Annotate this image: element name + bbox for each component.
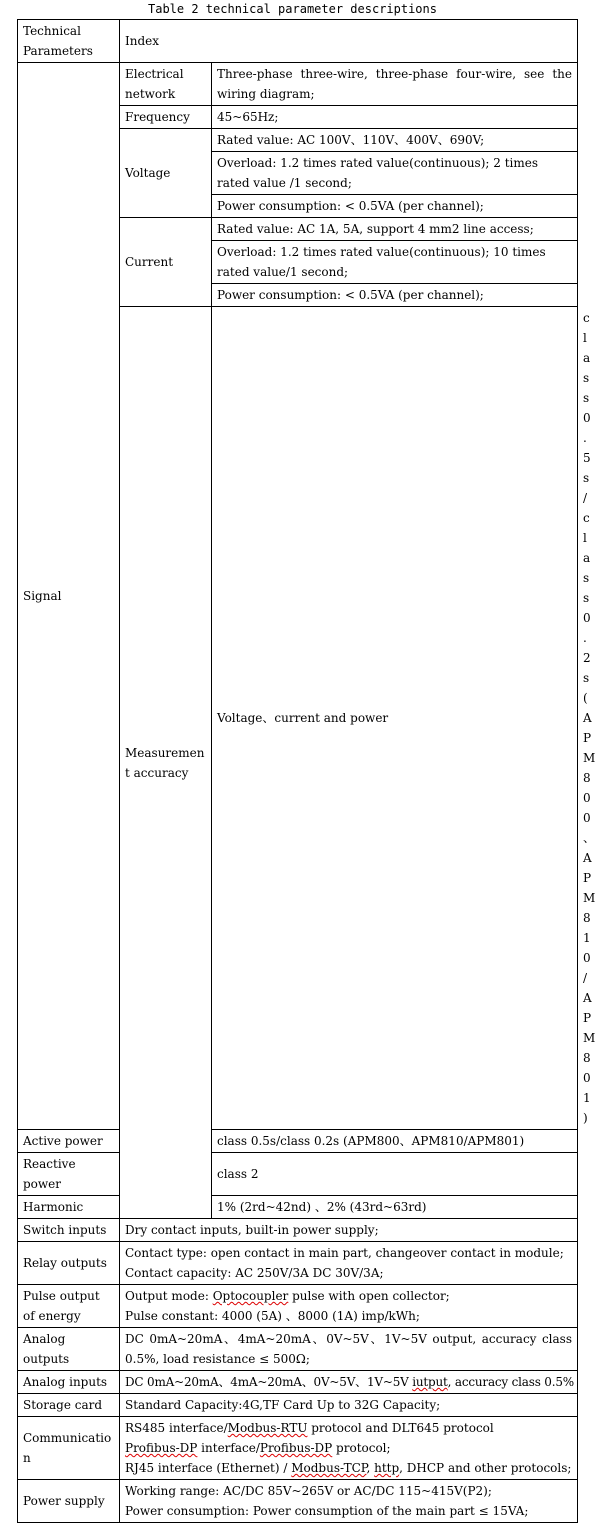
table-row: [18, 1130, 578, 1153]
header-index: Index: [120, 20, 578, 63]
power-consumption: Power consumption: Power consumption of the main part ≤ 15VA;: [125, 1504, 529, 1518]
spellcheck-word: Profibus-DP: [259, 1441, 333, 1455]
value-analog-outputs: DC 0mA~20mA、4mA~20mA、0V~5V、1V~5V output, accuracy class 0.5%, load resistance ≤ 500Ω;: [120, 1328, 578, 1371]
row-label-pulse-output: Pulse output of energy: [18, 1285, 120, 1328]
table-row: [18, 1328, 578, 1371]
value-voltage-rated: Rated value: AC 100V、110V、400V、690V;: [212, 129, 578, 152]
value-communication: [120, 1417, 578, 1480]
pulse-output-mode: Output mode: Optocoupler pulse with open collector;: [125, 1289, 450, 1303]
row-label-communication: Communication: [18, 1417, 120, 1480]
row-label-signal: Signal: [18, 63, 120, 1130]
table-row: [18, 1417, 578, 1480]
table-row: [18, 1394, 578, 1417]
table-row: [18, 1242, 578, 1285]
value-pulse-output: [120, 1285, 578, 1328]
power-working-range: Working range: AC/DC 85V~265V or AC/DC 115~415V(P2);: [125, 1484, 492, 1498]
value-analog-inputs: DC 0mA~20mA、4mA~20mA、0V~5V、1V~5V iutput, accuracy class 0.5%: [120, 1371, 578, 1394]
value-active-accuracy: class 0.5s/class 0.2s (APM800、APM810/APM801): [212, 1130, 578, 1153]
value-current-overload: Overload: 1.2 times rated value(continuous); 10 times rated value/1 second;: [212, 241, 578, 284]
sublabel-voltage: Voltage: [120, 129, 212, 218]
table-row: [18, 1371, 578, 1394]
row-label-analog-outputs: Analog outputs: [18, 1328, 120, 1371]
row-label-analog-inputs: Analog inputs: [18, 1371, 120, 1394]
table-row: [18, 1285, 578, 1328]
value-electrical-network: Three-phase three-wire, three-phase four-wire, see the wiring diagram;: [212, 63, 578, 106]
sublabel-active-power: Active power: [18, 1130, 120, 1153]
sublabel-harmonic: Harmonic: [18, 1196, 120, 1219]
spellcheck-word: Optocoupler: [212, 1289, 289, 1303]
relay-contact-capacity: Contact capacity: AC 250V/3A DC 30V/3A;: [125, 1266, 384, 1280]
header-technical-parameters: Technical Parameters: [18, 20, 120, 63]
spellcheck-word: http: [374, 1461, 400, 1475]
table-row: Measurement accuracy Voltage、current and power class 0.5s/class 0.2s (APM800、APM810/APM801): [18, 307, 578, 1130]
pulse-constant: Pulse constant: 4000 (5A) 、8000 (1A) imp/kWh;: [125, 1309, 420, 1323]
row-label-switch-inputs: Switch inputs: [18, 1219, 120, 1242]
table-row: [18, 63, 578, 106]
table-row: [18, 1480, 578, 1523]
sublabel-electrical-network: Electrical network: [120, 63, 212, 106]
relay-contact-type: Contact type: open contact in main part, changeover contact in module;: [125, 1246, 564, 1260]
value-current-rated: Rated value: AC 1A, 5A, support 4 mm2 line access;: [212, 218, 578, 241]
communication-rj45: RJ45 interface (Ethernet) / Modbus-TCP, http, DHCP and other protocols;: [125, 1461, 572, 1475]
table-caption: Table 2 technical parameter descriptions: [148, 2, 437, 16]
value-switch-inputs: Dry contact inputs, built-in power supply;: [120, 1219, 578, 1242]
communication-profibus: Profibus-DP interface/Profibus-DP protocol;: [125, 1441, 391, 1455]
sublabel-frequency: Frequency: [120, 106, 212, 129]
spellcheck-word: Modbus-TCP: [291, 1461, 367, 1475]
value-harmonic: 1% (2rd~42nd) 、2% (43rd~63rd): [212, 1196, 578, 1219]
sublabel-voltage-current-power: Voltage、current and power: [212, 307, 578, 1130]
sublabel-current: Current: [120, 218, 212, 307]
table-row: [18, 1196, 578, 1219]
table-row: [18, 1219, 578, 1242]
row-label-storage-card: Storage card: [18, 1394, 120, 1417]
spellcheck-word: Profibus-DP: [125, 1441, 198, 1455]
table-header-row: [18, 20, 578, 63]
sublabel-reactive-power: Reactive power: [18, 1153, 120, 1196]
spellcheck-word: Modbus-RTU: [227, 1421, 308, 1435]
row-label-power-supply: Power supply: [18, 1480, 120, 1523]
value-reactive-accuracy: class 2: [212, 1153, 578, 1196]
technical-parameter-table: [17, 19, 595, 1523]
row-label-measurement-accuracy: Measurement accuracy: [120, 307, 212, 1219]
value-current-power: Power consumption: < 0.5VA (per channel);: [212, 284, 578, 307]
spellcheck-word: iutput: [412, 1375, 448, 1389]
row-label-relay-outputs: Relay outputs: [18, 1242, 120, 1285]
communication-rs485: RS485 interface/Modbus-RTU protocol and DLT645 protocol: [125, 1421, 494, 1435]
value-power-supply: [120, 1480, 578, 1523]
value-relay-outputs: [120, 1242, 578, 1285]
value-voltage-overload: Overload: 1.2 times rated value(continuous); 2 times rated value /1 second;: [212, 152, 578, 195]
value-storage-card: Standard Capacity:4G,TF Card Up to 32G Capacity;: [120, 1394, 578, 1417]
value-frequency: 45~65Hz;: [212, 106, 578, 129]
table-row: [18, 1153, 578, 1196]
value-voltage-power: Power consumption: < 0.5VA (per channel);: [212, 195, 578, 218]
